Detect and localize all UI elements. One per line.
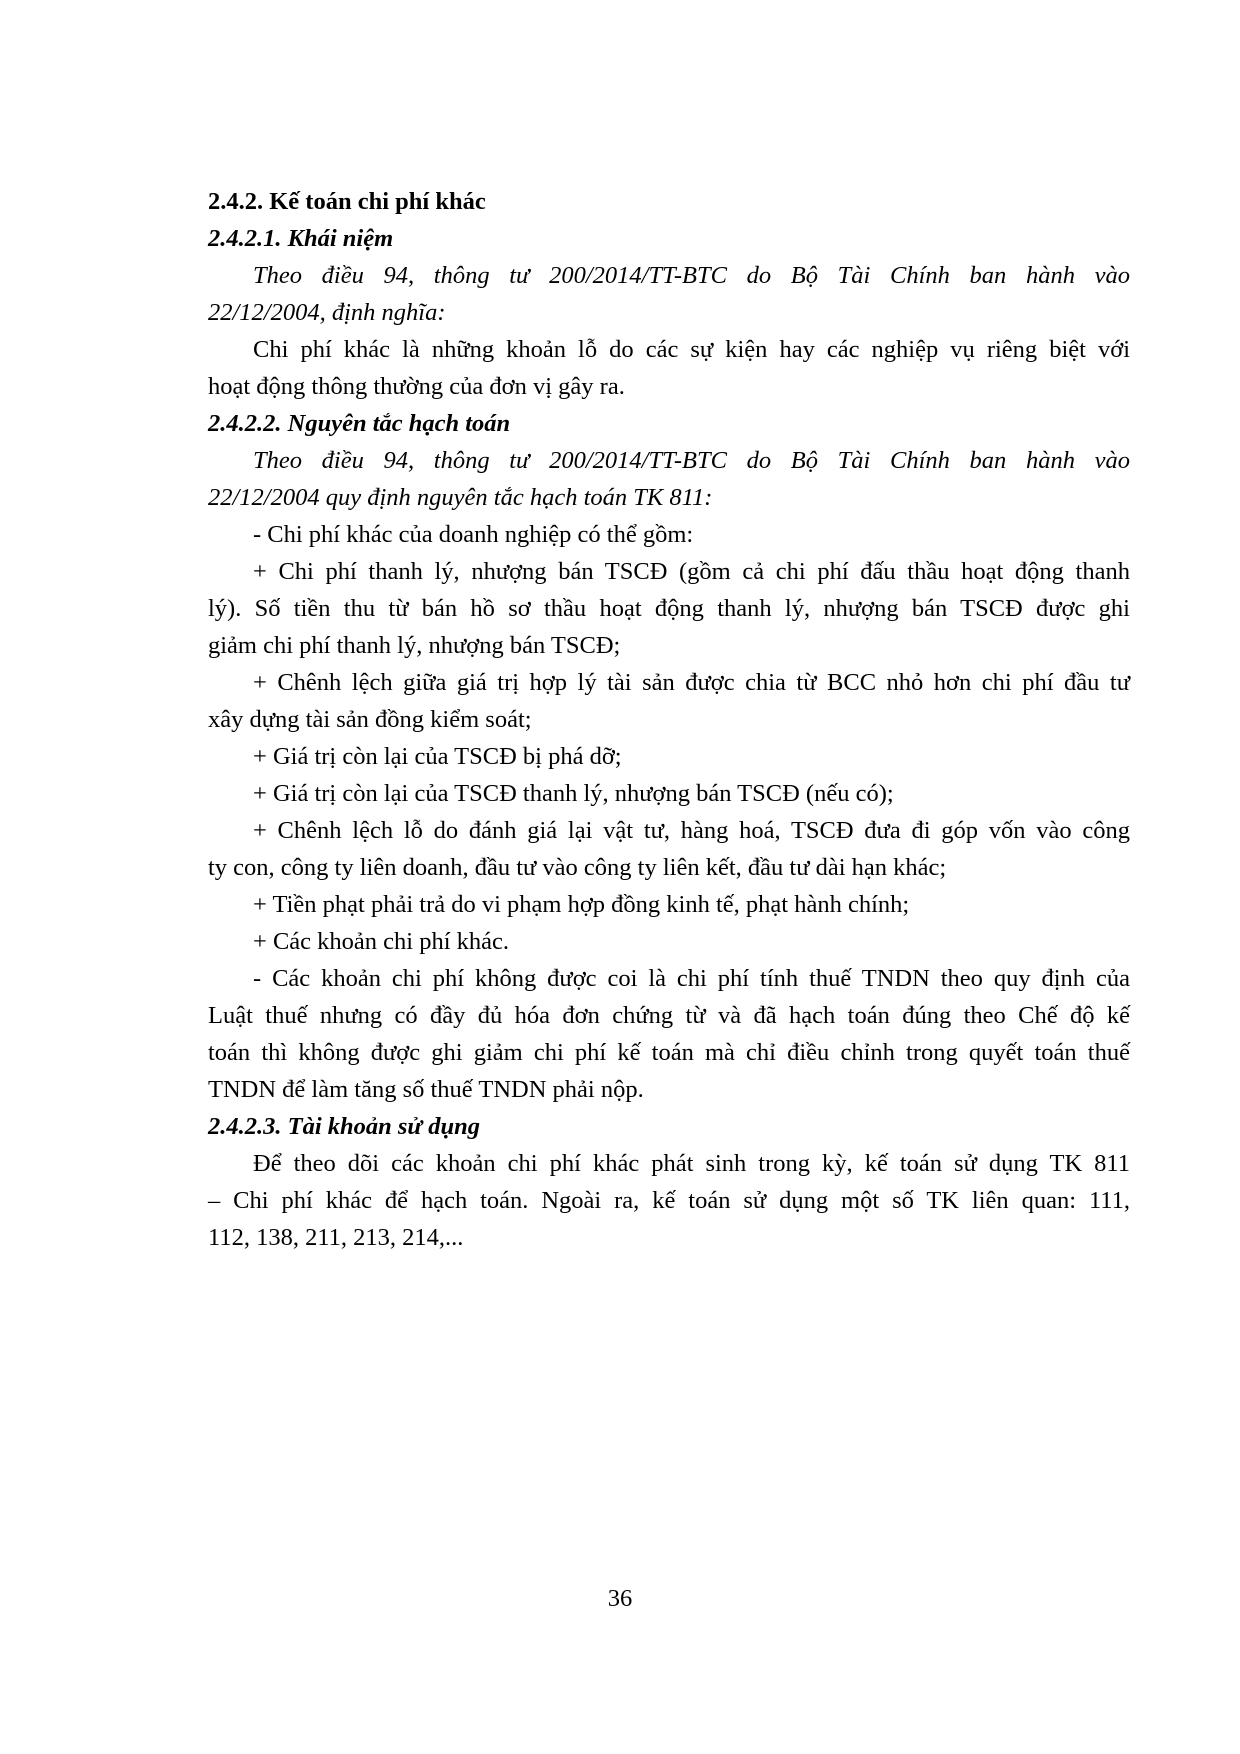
accounts-line: – Chi phí khác để hạch toán. Ngoài ra, kế toán sử dụng một số TK liên quan: 111, (208, 1187, 1130, 1214)
document-page (208, 183, 1130, 1256)
concept-reference-line: 22/12/2004, định nghĩa: (208, 299, 446, 326)
page-number: 36 (607, 1585, 633, 1612)
accounts-line: Để theo dõi các khoản chi phí khác phát sinh trong kỳ, kế toán sử dụng TK 811 (253, 1150, 1130, 1177)
principles-line: + Chênh lệch lỗ do đánh giá lại vật tư, hàng hoá, TSCĐ đưa đi góp vốn vào công (253, 817, 1130, 844)
principles-line: Luật thuế nhưng có đầy đủ hóa đơn chứng từ và đã hạch toán đúng theo Chế độ kế (208, 1002, 1130, 1029)
principles-line: xây dựng tài sản đồng kiểm soát; (208, 706, 532, 733)
subsection-heading-concept: 2.4.2.1. Khái niệm (208, 225, 394, 252)
section-heading: 2.4.2. Kế toán chi phí khác (208, 188, 486, 215)
concept-definition-line: Chi phí khác là những khoản lỗ do các sự kiện hay các nghiệp vụ riêng biệt với (253, 336, 1130, 363)
principles-line: + Giá trị còn lại của TSCĐ bị phá dỡ; (253, 743, 622, 770)
subsection-heading-principles: 2.4.2.2. Nguyên tắc hạch toán (208, 410, 511, 437)
principles-line: - Chi phí khác của doanh nghiệp có thể gồm: (253, 521, 694, 548)
principles-line: + Giá trị còn lại của TSCĐ thanh lý, nhượng bán TSCĐ (nếu có); (253, 780, 894, 807)
principles-line: + Chi phí thanh lý, nhượng bán TSCĐ (gồm cả chi phí đấu thầu hoạt động thanh (253, 558, 1130, 585)
principles-line: TNDN để làm tăng số thuế TNDN phải nộp. (208, 1076, 644, 1103)
principles-line: ty con, công ty liên doanh, đầu tư vào công ty liên kết, đầu tư dài hạn khác; (208, 854, 947, 881)
principles-line: - Các khoản chi phí không được coi là chi phí tính thuế TNDN theo quy định của (253, 965, 1130, 992)
principles-reference-line: 22/12/2004 quy định nguyên tắc hạch toán TK 811: (208, 484, 713, 511)
principles-reference-line: Theo điều 94, thông tư 200/2014/TT-BTC do Bộ Tài Chính ban hành vào (253, 447, 1130, 474)
principles-line: lý). Số tiền thu từ bán hồ sơ thầu hoạt động thanh lý, nhượng bán TSCĐ được ghi (208, 595, 1130, 622)
principles-line: giảm chi phí thanh lý, nhượng bán TSCĐ; (208, 632, 621, 659)
principles-line: + Tiền phạt phải trả do vi phạm hợp đồng kinh tế, phạt hành chính; (253, 891, 910, 918)
concept-definition-line: hoạt động thông thường của đơn vị gây ra. (208, 373, 625, 400)
principles-line: + Chênh lệch giữa giá trị hợp lý tài sản được chia từ BCC nhỏ hơn chi phí đầu tư (253, 669, 1130, 696)
principles-line: + Các khoản chi phí khác. (253, 928, 510, 955)
concept-reference-line: Theo điều 94, thông tư 200/2014/TT-BTC do Bộ Tài Chính ban hành vào (253, 262, 1130, 289)
principles-line: toán thì không được ghi giảm chi phí kế toán mà chỉ điều chỉnh trong quyết toán thuế (208, 1039, 1130, 1066)
accounts-line: 112, 138, 211, 213, 214,... (208, 1224, 464, 1251)
subsection-heading-accounts: 2.4.2.3. Tài khoản sử dụng (208, 1113, 480, 1140)
